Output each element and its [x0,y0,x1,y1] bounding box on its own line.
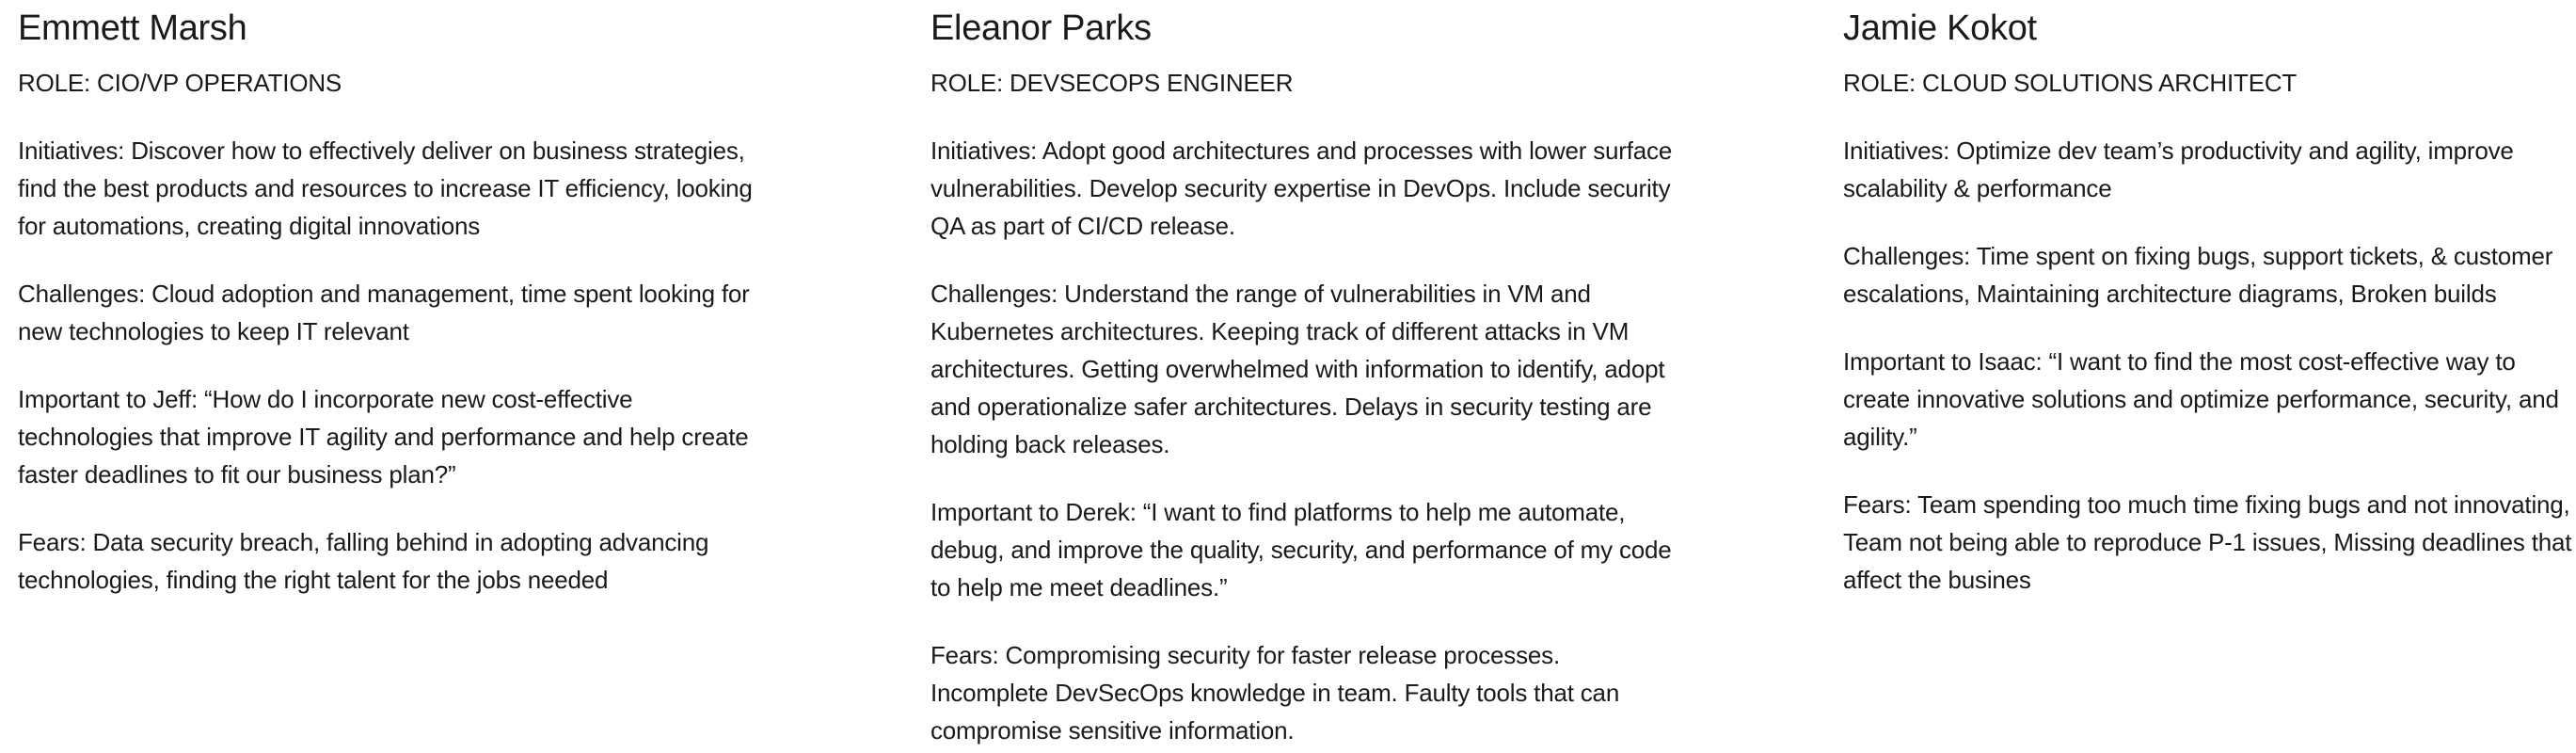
persona-fears: Fears: Compromising security for faster release processes. Incomplete DevSecOps knowledge in team. Faulty tools that can compromise sensitive information. [930,641,1620,745]
persona-initiatives: Initiatives: Optimize dev team’s productivity and agility, improve scalability & performance [1843,136,2514,202]
persona-fears: Fears: Data security breach, falling behind in adopting advancing technologies, finding the right talent for the jobs needed [18,528,709,594]
persona-initiatives: Initiatives: Adopt good architectures and processes with lower surface vulnerabilities. Develop security expertise in DevOps. Include security QA as part of CI/CD release. [930,136,1673,240]
persona-fears: Fears: Team spending too much time fixing bugs and not innovating, Team not being able to reproduce P-1 issues, Missing deadlines that affect the busines [1843,490,2572,594]
persona-name: Emmett Marsh [18,8,247,48]
persona-name: Jamie Kokot [1843,8,2037,48]
persona-name: Eleanor Parks [930,8,1152,48]
persona-initiatives: Initiatives: Discover how to effectively deliver on business strategies, find the best products and resources to increase IT efficiency, looking for automations, creating digital innovations [18,136,753,240]
persona-challenges: Challenges: Time spent on fixing bugs, support tickets, & customer escalations, Maintaining architecture diagrams, Broken builds [1843,242,2553,308]
persona-role: ROLE: CIO/VP OPERATIONS [18,69,342,97]
persona-card-emmett-marsh [18,0,761,599]
persona-challenges: Challenges: Cloud adoption and management, time spent looking for new technologies to keep IT relevant [18,280,750,345]
persona-important: Important to Derek: “I want to find platforms to help me automate, debug, and improve the quality, security, and performance of my code to help me meet deadlines.” [930,498,1672,601]
persona-card-jamie-kokot [1843,0,2576,599]
persona-role: ROLE: CLOUD SOLUTIONS ARCHITECT [1843,69,2298,97]
persona-role: ROLE: DEVSECOPS ENGINEER [930,69,1294,97]
persona-important: Important to Jeff: “How do I incorporate new cost-effective technologies that improve IT agility and performance and help create faster deadlines to fit our business plan?” [18,385,749,489]
persona-card-eleanor-parks [930,0,1674,749]
persona-important: Important to Isaac: “I want to find the most cost-effective way to create innovative solutions and optimize performance, security, and agility.” [1843,347,2559,451]
persona-challenges: Challenges: Understand the range of vulnerabilities in VM and Kubernetes architectures. Keeping track of different attacks in VM architectures. Getting overwhelmed with information to identify, adopt and operationalize safer architectures. Delays in security testing are holding back releases. [930,280,1665,458]
